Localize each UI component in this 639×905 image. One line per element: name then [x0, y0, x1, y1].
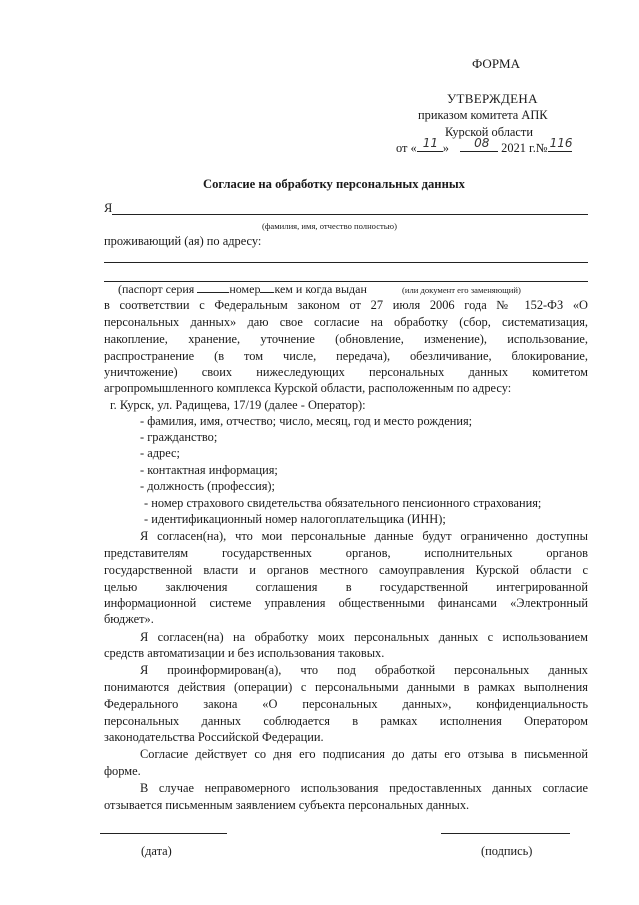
address-label: проживающий (ая) по адресу:: [104, 234, 262, 248]
date-caption: (дата): [141, 844, 172, 858]
para2-line: Я согласен(на) на обработку моих персональных данных с использованием: [140, 630, 588, 644]
para3-line: понимаются действия (операции) с персональными данными в рамках выполнения: [104, 680, 588, 694]
passport-alt-caption: (или документ его заменяющий): [402, 285, 521, 295]
number-field: [548, 136, 573, 152]
intro-line: накопление, хранение, уточнение (обновление, изменение), использование,: [104, 332, 588, 346]
para5-line: отзывается письменным заявлением субъекта персональных данных.: [104, 798, 470, 812]
para1-line: Я согласен(на), что мои персональные данные будут ограниченно доступны: [140, 529, 588, 543]
month-handwritten: 08: [474, 136, 490, 150]
year-text: 2021 г.№: [501, 141, 548, 155]
para3-line: персональных данных соблюдается в рамках исполнения Оператором: [104, 714, 588, 728]
intro-line: уничтожение) своих нижеследующих персональных данных комитетом: [104, 365, 588, 379]
para1-line: представителям государственных органов, исполнительных органов: [104, 546, 588, 560]
list-item: - номер страхового свидетельства обязательного пенсионного страхования;: [144, 496, 542, 510]
list-item: - адрес;: [140, 446, 180, 460]
list-item: - гражданство;: [140, 430, 218, 444]
para4-line: форме.: [104, 764, 141, 778]
order-date-line: [396, 136, 573, 156]
date-prefix: от «: [396, 141, 417, 155]
day-field: [417, 136, 443, 152]
para3-line: Федерального закона «О персональных данных», конфиденциальность: [104, 697, 588, 711]
para5-line: В случае неправомерного использования предоставленных данных согласие: [140, 781, 588, 795]
list-item: - фамилия, имя, отчество; число, месяц, год и место рождения;: [140, 414, 473, 428]
para1-line: информационной системе управления общественными финансами «Электронный: [104, 596, 588, 610]
passport-series-label: (паспорт серия: [118, 282, 195, 296]
intro-line: распространение (в том числе, передача), обезличивание, блокирование,: [104, 349, 588, 363]
fio-line[interactable]: [112, 214, 588, 215]
passport-issued-label: кем и когда выдан: [274, 282, 367, 296]
form-label: ФОРМА: [472, 56, 520, 71]
para2-line: средств автоматизации и без использования таковых.: [104, 646, 385, 660]
fio-caption: (фамилия, имя, отчество полностью): [262, 221, 397, 231]
list-item: - контактная информация;: [140, 463, 278, 477]
para1-line: бюджет».: [104, 612, 154, 626]
para4-line: Согласие действует со дня его подписания до даты его отзыва в письменной: [140, 747, 588, 761]
date-line[interactable]: [100, 833, 227, 834]
passport-line: [118, 282, 367, 297]
list-item: - должность (профессия);: [140, 479, 275, 493]
number-handwritten: 116: [549, 136, 573, 150]
passport-number-field[interactable]: [260, 282, 274, 293]
para1-line: государственной власти и органов местного самоуправления Курской области с: [104, 563, 588, 577]
address-line-1[interactable]: [104, 262, 588, 263]
region-line: Курской области: [445, 125, 533, 139]
signature-line[interactable]: [441, 833, 570, 834]
intro-line: г. Курск, ул. Радищева, 17/19 (далее - Оператор):: [110, 398, 366, 412]
passport-number-label: номер: [229, 282, 261, 296]
order-line: приказом комитета АПК: [418, 108, 548, 122]
passport-series-field[interactable]: [197, 282, 229, 293]
para3-line: законодательства Российской Федерации.: [104, 730, 324, 744]
day-handwritten: 11: [422, 136, 439, 150]
intro-line: в соответствии с Федеральным законом от 27 июля 2006 года № 152-ФЗ «О: [104, 298, 588, 312]
list-item: - идентификационный номер налогоплательщика (ИНН);: [144, 512, 446, 526]
document-title: Согласие на обработку персональных данных: [203, 177, 465, 191]
month-field: [460, 136, 498, 152]
approved-label: УТВЕРЖДЕНА: [447, 91, 538, 106]
signature-caption: (подпись): [481, 844, 533, 858]
intro-line: агропромышленного комплекса Курской области, расположенным по адресу:: [104, 381, 512, 395]
date-mid: »: [442, 141, 449, 155]
para1-line: целью заключения соглашения в государственной интегрированной: [104, 580, 588, 594]
intro-line: персональных данных» даю свое согласие на обработку (сбор, систематизация,: [104, 315, 588, 329]
para3-line: Я проинформирован(а), что под обработкой персональных данных: [140, 663, 588, 677]
i-label: Я: [104, 201, 113, 215]
